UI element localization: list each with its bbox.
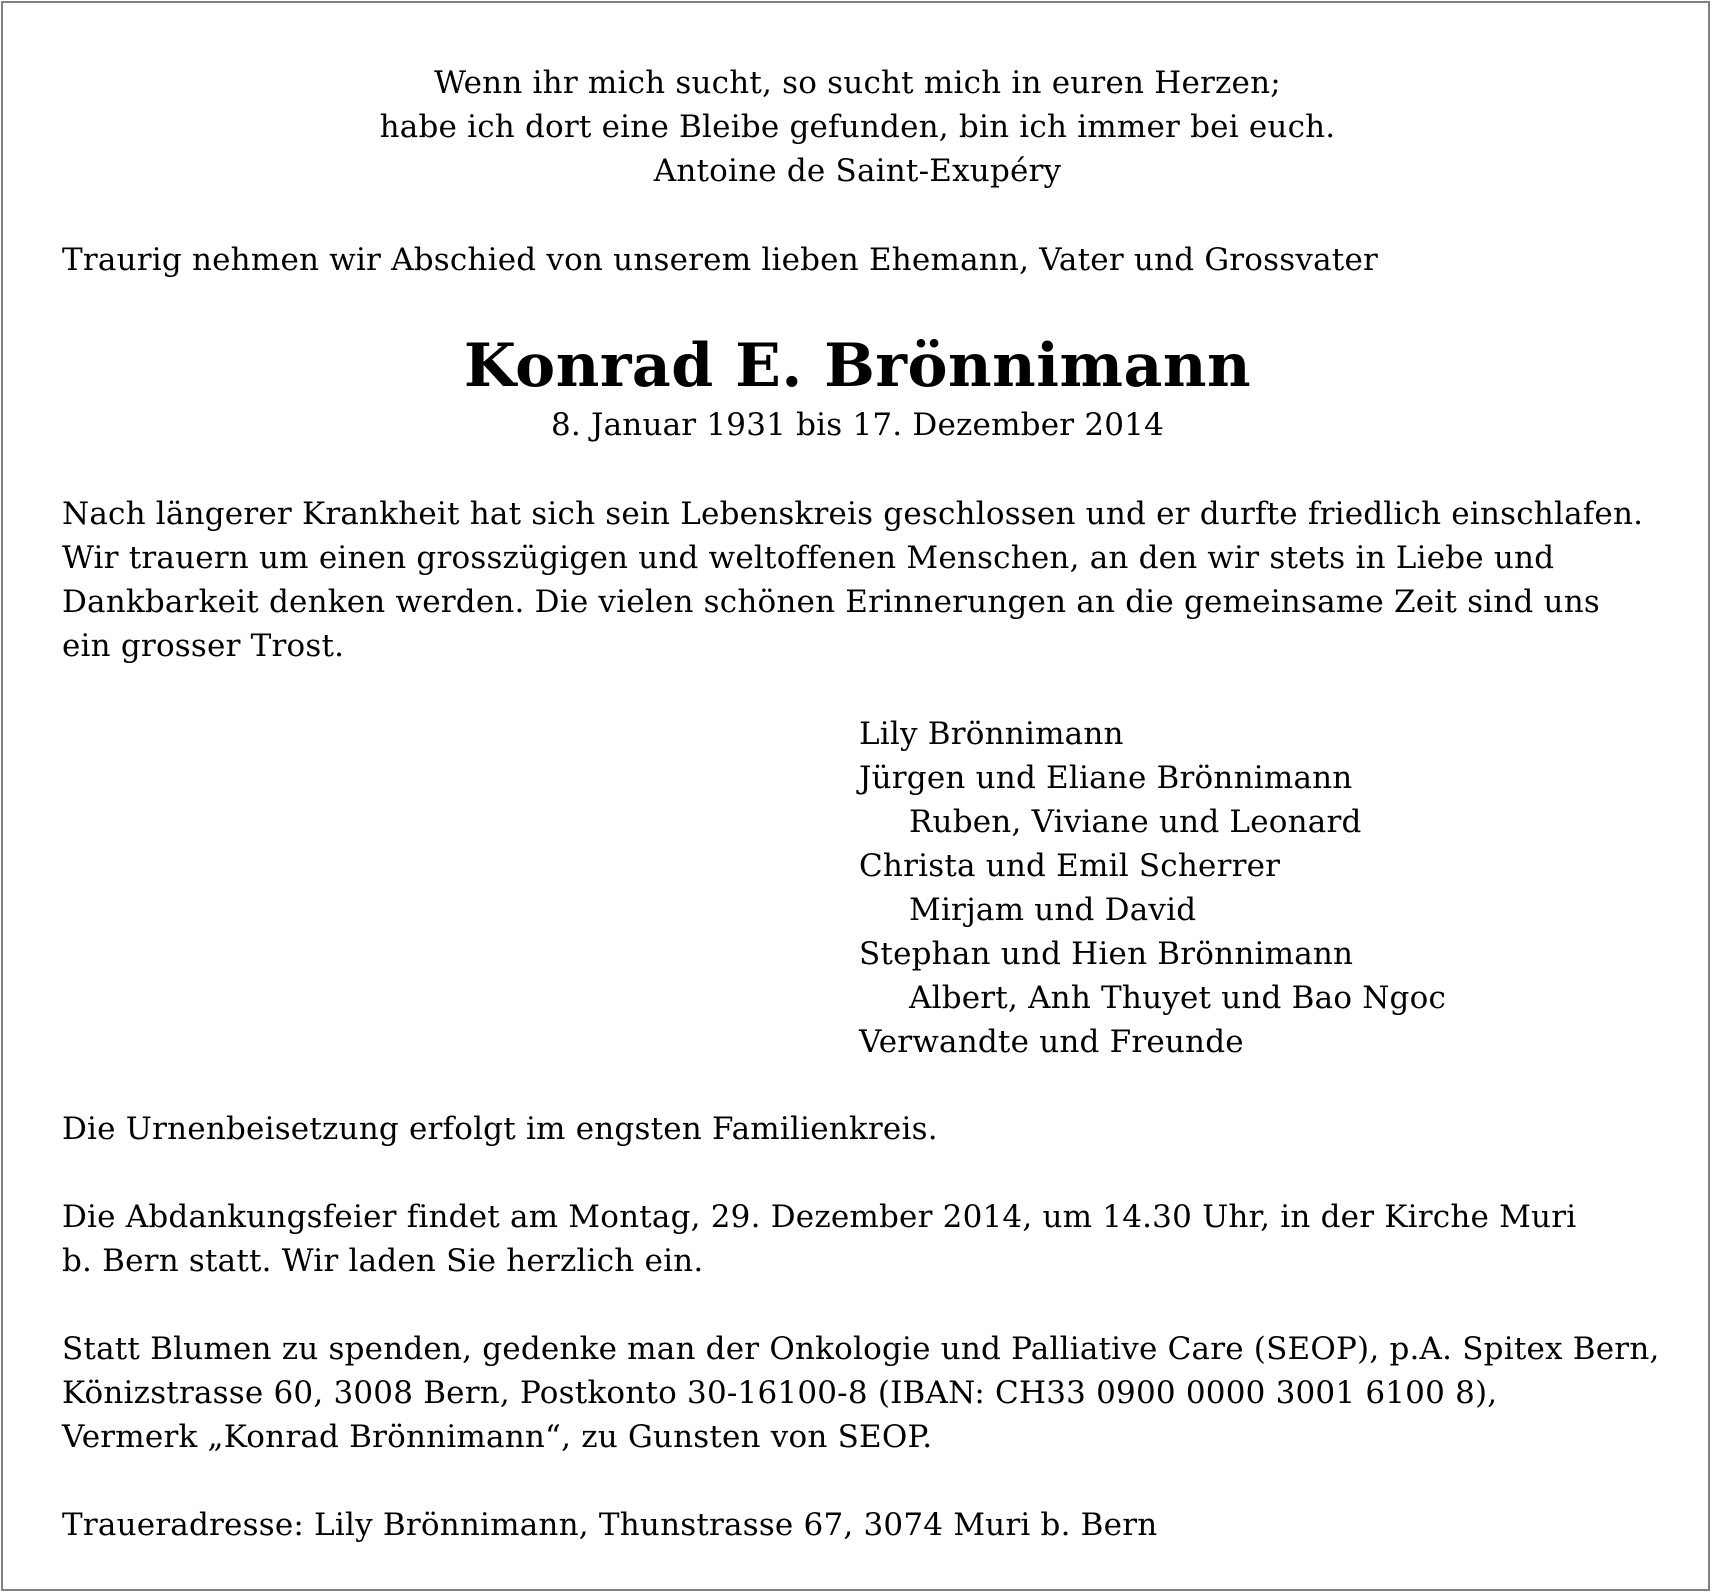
family-member: Jürgen und Eliane Brönnimann [859,760,1353,796]
quote-line-2: habe ich dort eine Bleibe gefunden, bin ich immer bei euch. [379,109,1336,145]
donation-line: Vermerk „Konrad Brönnimann“, zu Gunsten von SEOP. [62,1419,933,1455]
quote-line-1: Wenn ihr mich sucht, so sucht mich in euren Herzen; [434,65,1281,101]
message-line: ein grosser Trost. [62,628,345,664]
family-member: Verwandte und Freunde [859,1024,1244,1060]
donation-line: Könizstrasse 60, 3008 Bern, Postkonto 30-16100-8 (IBAN: CH33 0900 0000 3001 6100 8), [62,1375,1498,1411]
family-member: Christa und Emil Scherrer [859,848,1281,884]
ceremony-line: b. Bern statt. Wir laden Sie herzlich ein. [62,1243,704,1279]
family-grandchildren: Mirjam und David [909,892,1197,928]
ceremony-line: Die Abdankungsfeier findet am Montag, 29. Dezember 2014, um 14.30 Uhr, in der Kirche Muri [62,1199,1577,1235]
family-member: Stephan und Hien Brönnimann [859,936,1354,972]
message-line: Nach längerer Krankheit hat sich sein Lebenskreis geschlossen und er durfte friedlich einschlafen. [62,496,1644,532]
message-line: Dankbarkeit denken werden. Die vielen schönen Erinnerungen an die gemeinsame Zeit sind uns [62,584,1600,620]
burial-note: Die Urnenbeisetzung erfolgt im engsten Familienkreis. [62,1111,938,1147]
donation-line: Statt Blumen zu spenden, gedenke man der Onkologie und Palliative Care (SEOP), p.A. Spitex Bern, [62,1331,1660,1367]
deceased-dates: 8. Januar 1931 bis 17. Dezember 2014 [550,407,1165,443]
deceased-name: Konrad E. Brönnimann [463,331,1252,401]
quote-author: Antoine de Saint-Exupéry [653,153,1062,189]
family-grandchildren: Ruben, Viviane und Leonard [909,804,1362,840]
family-grandchildren: Albert, Anh Thuyet und Bao Ngoc [909,980,1447,1016]
mourning-address: Traueradresse: Lily Brönnimann, Thunstrasse 67, 3074 Muri b. Bern [62,1507,1158,1543]
family-member: Lily Brönnimann [859,716,1124,752]
message-line: Wir trauern um einen grosszügigen und weltoffenen Menschen, an den wir stets in Liebe und [62,540,1555,576]
obituary-notice [1,1,1710,1591]
intro-text: Traurig nehmen wir Abschied von unserem lieben Ehemann, Vater und Grossvater [62,242,1379,278]
